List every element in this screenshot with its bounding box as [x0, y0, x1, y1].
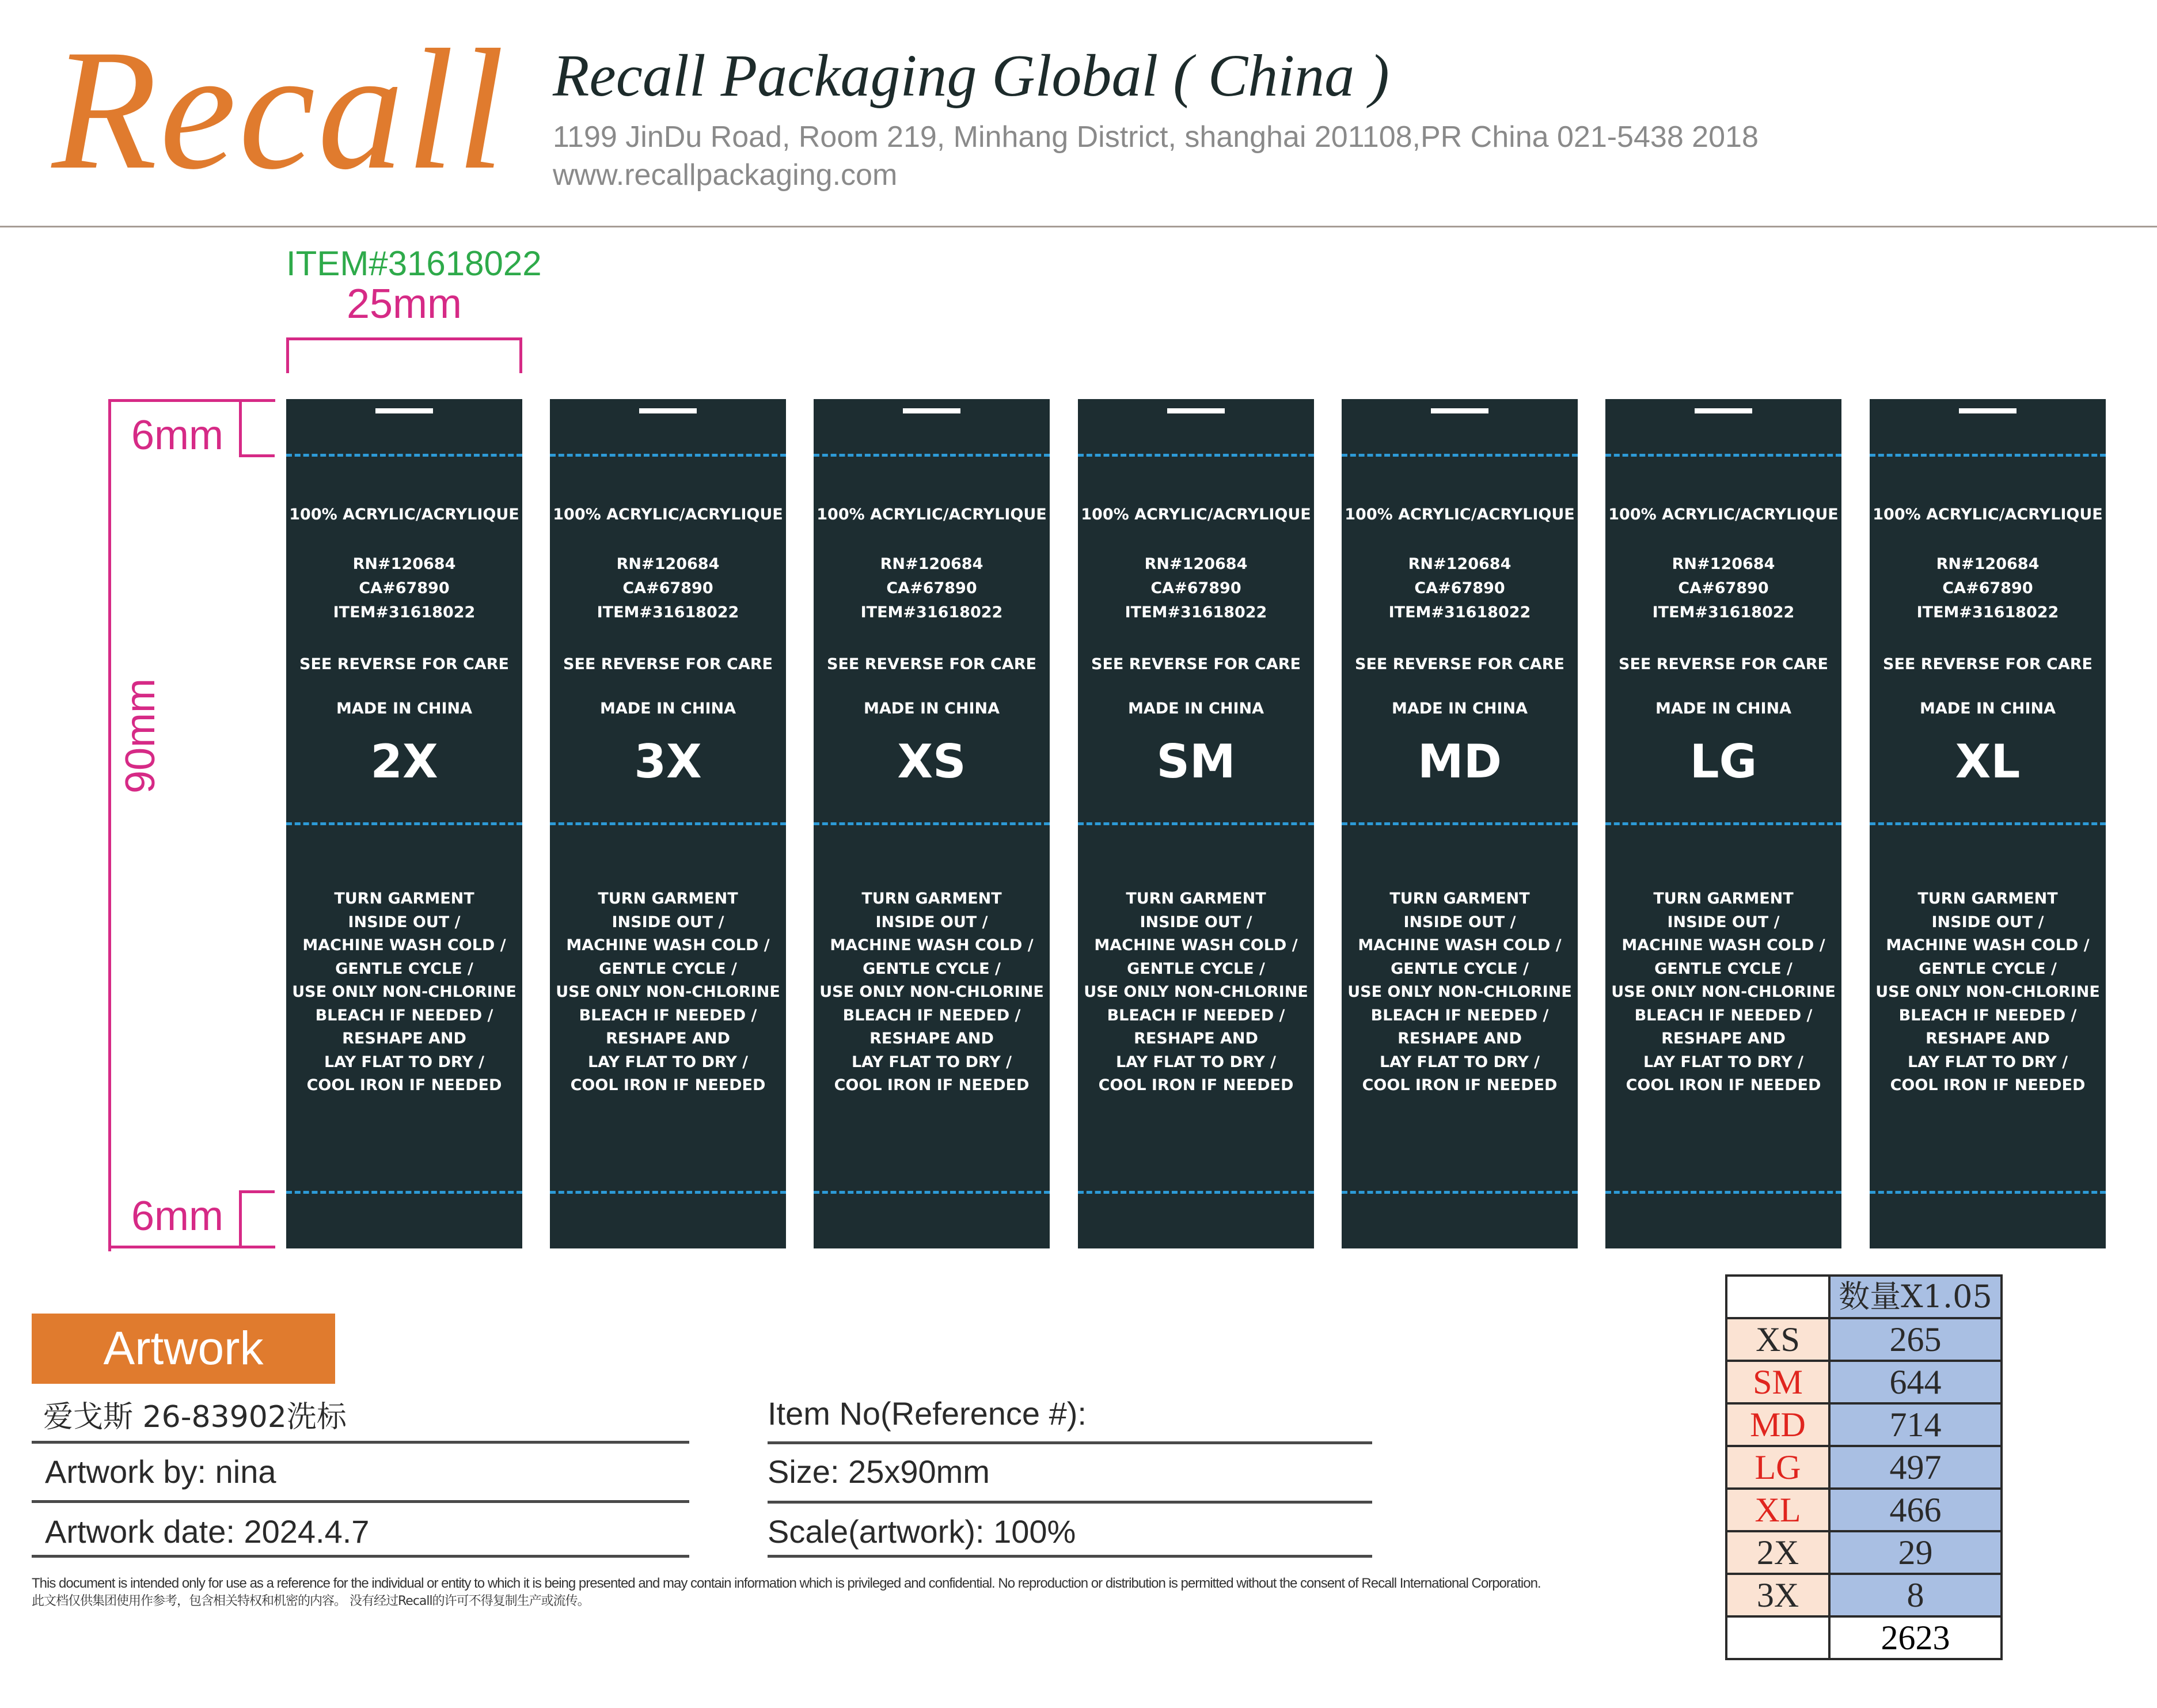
care-instruction-line: TURN GARMENT: [598, 890, 738, 908]
width-annotation: 25mm: [346, 281, 462, 327]
scale-field: Scale(artwork): 100%: [768, 1513, 1076, 1550]
fiber-content: 100% ACRYLIC/ACRYLIQUE: [1081, 506, 1311, 523]
rn-number: RN#120684: [352, 555, 456, 573]
care-instruction-line: COOL IRON IF NEEDED: [306, 1076, 502, 1094]
fiber-content: 100% ACRYLIC/ACRYLIQUE: [817, 506, 1047, 523]
size-code: LG: [1689, 735, 1757, 788]
fold-line: [1342, 454, 1578, 457]
top-margin-bracket: [239, 401, 275, 457]
care-instruction-line: INSIDE OUT /: [1140, 913, 1252, 931]
country-of-origin: MADE IN CHINA: [863, 700, 1000, 718]
ca-number: CA#67890: [1414, 579, 1505, 597]
care-instruction-line: LAY FLAT TO DRY /: [1907, 1053, 2068, 1071]
care-instruction-line: RESHAPE AND: [606, 1030, 730, 1047]
company-name: Recall Packaging Global ( China ): [553, 43, 1389, 109]
item-no-field: Item No(Reference #):: [768, 1395, 1087, 1432]
fold-line: [1078, 822, 1314, 825]
care-instruction-line: GENTLE CYCLE /: [1391, 959, 1529, 978]
fold-line: [286, 1191, 522, 1194]
quantity-table: [1725, 1274, 2003, 1660]
ca-number: CA#67890: [1942, 579, 2033, 597]
quantity-value: 497: [1829, 1446, 2002, 1489]
care-instructions: [286, 887, 522, 1098]
care-label: [1870, 399, 2106, 1248]
quantity-total-row: [1726, 1616, 2002, 1659]
care-instruction-line: BLEACH IF NEEDED /: [1370, 1006, 1549, 1024]
item-number: ITEM#31618022: [860, 604, 1003, 621]
care-instruction-line: GENTLE CYCLE /: [1127, 959, 1265, 978]
ca-number: CA#67890: [886, 579, 977, 597]
care-instruction-line: COOL IRON IF NEEDED: [1890, 1076, 2086, 1094]
disclaimer-english: This document is intended only for use as a reference for the individual or entity to which it is being presented and may contain information which is privileged and confidential. No reproduction or distribution is permitted without the consent of Recall International Corporation.: [32, 1576, 1541, 1591]
artwork-name-rule: [32, 1441, 689, 1444]
care-instruction-line: MACHINE WASH COLD /: [1886, 936, 2090, 954]
care-instruction-line: USE ONLY NON-CHLORINE: [1611, 983, 1836, 1001]
fold-line: [1605, 1191, 1841, 1194]
care-instruction-line: COOL IRON IF NEEDED: [1098, 1076, 1294, 1094]
item-number: ITEM#31618022: [1652, 604, 1795, 621]
care-instruction-line: COOL IRON IF NEEDED: [1626, 1076, 1821, 1094]
care-instruction-line: INSIDE OUT /: [875, 913, 988, 931]
hang-loop-mark: [903, 408, 960, 413]
quantity-row: [1726, 1489, 2002, 1531]
item-number-annotation: ITEM#31618022: [286, 244, 542, 283]
care-instruction-line: BLEACH IF NEEDED /: [1107, 1006, 1285, 1024]
quantity-row: [1726, 1403, 2002, 1446]
fiber-content: 100% ACRYLIC/ACRYLIQUE: [1873, 506, 2103, 523]
quantity-size: 2X: [1726, 1531, 1829, 1574]
care-instruction-line: USE ONLY NON-CHLORINE: [556, 983, 780, 1001]
fold-line: [1870, 1191, 2106, 1194]
fold-line: [550, 1191, 786, 1194]
hang-loop-mark: [1167, 408, 1225, 413]
care-instruction-line: BLEACH IF NEEDED /: [842, 1006, 1021, 1024]
care-instruction-line: MACHINE WASH COLD /: [566, 936, 770, 954]
fold-line: [286, 454, 522, 457]
care-instruction-line: COOL IRON IF NEEDED: [570, 1076, 766, 1094]
quantity-value: 8: [1829, 1574, 2002, 1616]
fold-line: [1605, 454, 1841, 457]
care-instruction-line: LAY FLAT TO DRY /: [1643, 1053, 1804, 1071]
care-instruction-line: BLEACH IF NEEDED /: [1634, 1006, 1813, 1024]
item-number: ITEM#31618022: [1388, 604, 1531, 621]
height-annotation: 90mm: [117, 678, 164, 794]
country-of-origin: MADE IN CHINA: [599, 700, 736, 718]
care-instruction-line: LAY FLAT TO DRY /: [1379, 1053, 1540, 1071]
care-instruction-line: MACHINE WASH COLD /: [1358, 936, 1562, 954]
artwork-by: Artwork by: nina: [45, 1453, 276, 1490]
height-dimension-line: [108, 399, 111, 1251]
see-reverse-text: SEE REVERSE FOR CARE: [1091, 655, 1301, 673]
see-reverse-text: SEE REVERSE FOR CARE: [299, 655, 509, 673]
rn-number: RN#120684: [1936, 555, 2040, 573]
artwork-date: Artwork date: 2024.4.7: [45, 1513, 370, 1550]
quantity-row: [1726, 1361, 2002, 1403]
care-instruction-line: TURN GARMENT: [861, 890, 1002, 908]
fiber-content: 100% ACRYLIC/ACRYLIQUE: [289, 506, 519, 523]
size-code: XL: [1955, 735, 2021, 788]
bottom-margin-annotation: 6mm: [131, 1193, 223, 1239]
care-instruction-line: MACHINE WASH COLD /: [302, 936, 506, 954]
artwork-name: 爱戈斯 26-83902洗标: [43, 1400, 347, 1434]
care-instruction-line: USE ONLY NON-CHLORINE: [1347, 983, 1572, 1001]
quantity-value: 29: [1829, 1531, 2002, 1574]
size-code: MD: [1417, 735, 1502, 788]
care-instruction-line: LAY FLAT TO DRY /: [324, 1053, 485, 1071]
care-instruction-line: RESHAPE AND: [1134, 1030, 1258, 1047]
care-instruction-line: TURN GARMENT: [1126, 890, 1266, 908]
care-instruction-line: USE ONLY NON-CHLORINE: [1084, 983, 1308, 1001]
care-instruction-line: MACHINE WASH COLD /: [1621, 936, 1825, 954]
fold-line: [814, 454, 1050, 457]
quantity-row: [1726, 1574, 2002, 1616]
disclaimer-chinese: 此文档仅供集团使用作参考，包含相关特权和机密的内容。 没有经过Recall的许可不得复制生产或流传。: [32, 1594, 590, 1608]
see-reverse-text: SEE REVERSE FOR CARE: [1619, 655, 1828, 673]
fold-line: [1870, 454, 2106, 457]
top-margin-annotation: 6mm: [131, 412, 223, 458]
ca-number: CA#67890: [1678, 579, 1769, 597]
quantity-header: 数量X1.05: [1829, 1276, 2002, 1318]
item-number: ITEM#31618022: [597, 604, 739, 621]
care-instruction-line: RESHAPE AND: [1398, 1030, 1522, 1047]
care-instruction-line: GENTLE CYCLE /: [863, 959, 1001, 978]
size-field: Size: 25x90mm: [768, 1453, 990, 1490]
quantity-row: [1726, 1446, 2002, 1489]
care-instruction-line: USE ONLY NON-CHLORINE: [1875, 983, 2100, 1001]
fold-line: [1078, 1191, 1314, 1194]
rn-number: RN#120684: [1408, 555, 1512, 573]
care-label: [1605, 399, 1841, 1248]
care-instruction-line: GENTLE CYCLE /: [1654, 959, 1793, 978]
see-reverse-text: SEE REVERSE FOR CARE: [1883, 655, 2093, 673]
rn-number: RN#120684: [1672, 555, 1775, 573]
care-instruction-line: INSIDE OUT /: [1931, 913, 2044, 931]
item-number: ITEM#31618022: [333, 604, 476, 621]
bottom-margin-bracket: [239, 1190, 275, 1246]
country-of-origin: MADE IN CHINA: [1919, 700, 2056, 718]
care-label: [1078, 399, 1314, 1248]
care-instruction-line: GENTLE CYCLE /: [1919, 959, 2057, 978]
ca-number: CA#67890: [359, 579, 450, 597]
quantity-size: MD: [1726, 1403, 1829, 1446]
item-number: ITEM#31618022: [1125, 604, 1267, 621]
quantity-value: 466: [1829, 1489, 2002, 1531]
country-of-origin: MADE IN CHINA: [1127, 700, 1264, 718]
fiber-content: 100% ACRYLIC/ACRYLIQUE: [553, 506, 783, 523]
width-bracket: [286, 337, 522, 373]
care-instruction-line: RESHAPE AND: [1926, 1030, 2050, 1047]
care-label: [550, 399, 786, 1248]
fold-line: [1870, 822, 2106, 825]
care-instruction-line: RESHAPE AND: [342, 1030, 466, 1047]
item-number: ITEM#31618022: [1916, 604, 2059, 621]
artwork-badge: Artwork: [32, 1314, 335, 1384]
care-instruction-line: TURN GARMENT: [1917, 890, 2058, 908]
quantity-header-blank: [1726, 1276, 1829, 1318]
size-code: SM: [1156, 735, 1236, 788]
company-address: 1199 JinDu Road, Room 219, Minhang District, shanghai 201108,PR China 021-5438 2018: [553, 120, 1759, 154]
size-code: 3X: [634, 735, 702, 788]
recall-logo: Recall: [52, 14, 507, 205]
see-reverse-text: SEE REVERSE FOR CARE: [1355, 655, 1564, 673]
quantity-value: 265: [1829, 1318, 2002, 1361]
fiber-content: 100% ACRYLIC/ACRYLIQUE: [1608, 506, 1839, 523]
care-instructions: [814, 887, 1050, 1098]
rn-number: RN#120684: [880, 555, 983, 573]
fold-line: [814, 822, 1050, 825]
artwork-by-rule: [32, 1500, 689, 1503]
quantity-row: [1726, 1318, 2002, 1361]
care-instruction-line: MACHINE WASH COLD /: [1094, 936, 1298, 954]
rn-number: RN#120684: [616, 555, 720, 573]
care-instruction-line: GENTLE CYCLE /: [599, 959, 737, 978]
hang-loop-mark: [375, 408, 433, 413]
quantity-total: 2623: [1829, 1616, 2002, 1659]
care-instruction-line: INSIDE OUT /: [1667, 913, 1780, 931]
quantity-row: [1726, 1531, 2002, 1574]
size-rule: [768, 1501, 1372, 1504]
care-instruction-line: RESHAPE AND: [869, 1030, 994, 1047]
fold-line: [1342, 822, 1578, 825]
care-instruction-line: MACHINE WASH COLD /: [830, 936, 1034, 954]
disclaimer: [32, 1574, 1541, 1610]
fold-line: [550, 454, 786, 457]
hang-loop-mark: [1695, 408, 1752, 413]
hang-loop-mark: [1431, 408, 1488, 413]
care-instruction-line: LAY FLAT TO DRY /: [1115, 1053, 1277, 1071]
care-label: [1342, 399, 1578, 1248]
size-code: XS: [897, 735, 966, 788]
country-of-origin: MADE IN CHINA: [1391, 700, 1528, 718]
care-instruction-line: USE ONLY NON-CHLORINE: [292, 983, 517, 1001]
care-label: [286, 399, 522, 1248]
care-instruction-line: USE ONLY NON-CHLORINE: [819, 983, 1044, 1001]
rn-number: RN#120684: [1144, 555, 1248, 573]
care-instruction-line: BLEACH IF NEEDED /: [579, 1006, 757, 1024]
quantity-size: XL: [1726, 1489, 1829, 1531]
care-instruction-line: TURN GARMENT: [1389, 890, 1530, 908]
fold-line: [1078, 454, 1314, 457]
see-reverse-text: SEE REVERSE FOR CARE: [827, 655, 1036, 673]
ca-number: CA#67890: [622, 579, 713, 597]
care-label: [814, 399, 1050, 1248]
fold-line: [1342, 1191, 1578, 1194]
care-instruction-line: COOL IRON IF NEEDED: [1362, 1076, 1558, 1094]
care-instructions: [1342, 887, 1578, 1098]
care-instructions: [1870, 887, 2106, 1098]
fold-line: [814, 1191, 1050, 1194]
quantity-size: XS: [1726, 1318, 1829, 1361]
care-instruction-line: LAY FLAT TO DRY /: [587, 1053, 749, 1071]
quantity-size: LG: [1726, 1446, 1829, 1489]
fold-line: [286, 822, 522, 825]
fiber-content: 100% ACRYLIC/ACRYLIQUE: [1345, 506, 1575, 523]
care-instruction-line: BLEACH IF NEEDED /: [1898, 1006, 2077, 1024]
care-instruction-line: RESHAPE AND: [1661, 1030, 1786, 1047]
hang-loop-mark: [1959, 408, 2017, 413]
quantity-total-blank: [1726, 1616, 1829, 1659]
care-instruction-line: BLEACH IF NEEDED /: [315, 1006, 493, 1024]
quantity-value: 644: [1829, 1361, 2002, 1403]
care-instruction-line: GENTLE CYCLE /: [335, 959, 473, 978]
care-instruction-line: TURN GARMENT: [1653, 890, 1794, 908]
country-of-origin: MADE IN CHINA: [336, 700, 472, 718]
care-instruction-line: INSIDE OUT /: [612, 913, 724, 931]
fold-line: [550, 822, 786, 825]
quantity-size: 3X: [1726, 1574, 1829, 1616]
quantity-table-header: [1726, 1276, 2002, 1318]
quantity-size: SM: [1726, 1361, 1829, 1403]
care-instructions: [1078, 887, 1314, 1098]
see-reverse-text: SEE REVERSE FOR CARE: [563, 655, 773, 673]
care-instruction-line: COOL IRON IF NEEDED: [834, 1076, 1030, 1094]
care-instruction-line: INSIDE OUT /: [348, 913, 461, 931]
fold-line: [1605, 822, 1841, 825]
header-divider: [0, 226, 2157, 227]
care-instruction-line: LAY FLAT TO DRY /: [851, 1053, 1012, 1071]
ca-number: CA#67890: [1150, 579, 1241, 597]
size-code: 2X: [370, 735, 438, 788]
company-website: www.recallpackaging.com: [553, 158, 898, 192]
country-of-origin: MADE IN CHINA: [1655, 700, 1791, 718]
hang-loop-mark: [639, 408, 697, 413]
artwork-date-rule: [32, 1555, 689, 1558]
care-instructions: [550, 887, 786, 1098]
item-no-rule: [768, 1441, 1372, 1444]
care-instruction-line: TURN GARMENT: [334, 890, 474, 908]
care-instructions: [1605, 887, 1841, 1098]
scale-rule: [768, 1555, 1372, 1558]
care-instruction-line: INSIDE OUT /: [1403, 913, 1516, 931]
quantity-value: 714: [1829, 1403, 2002, 1446]
